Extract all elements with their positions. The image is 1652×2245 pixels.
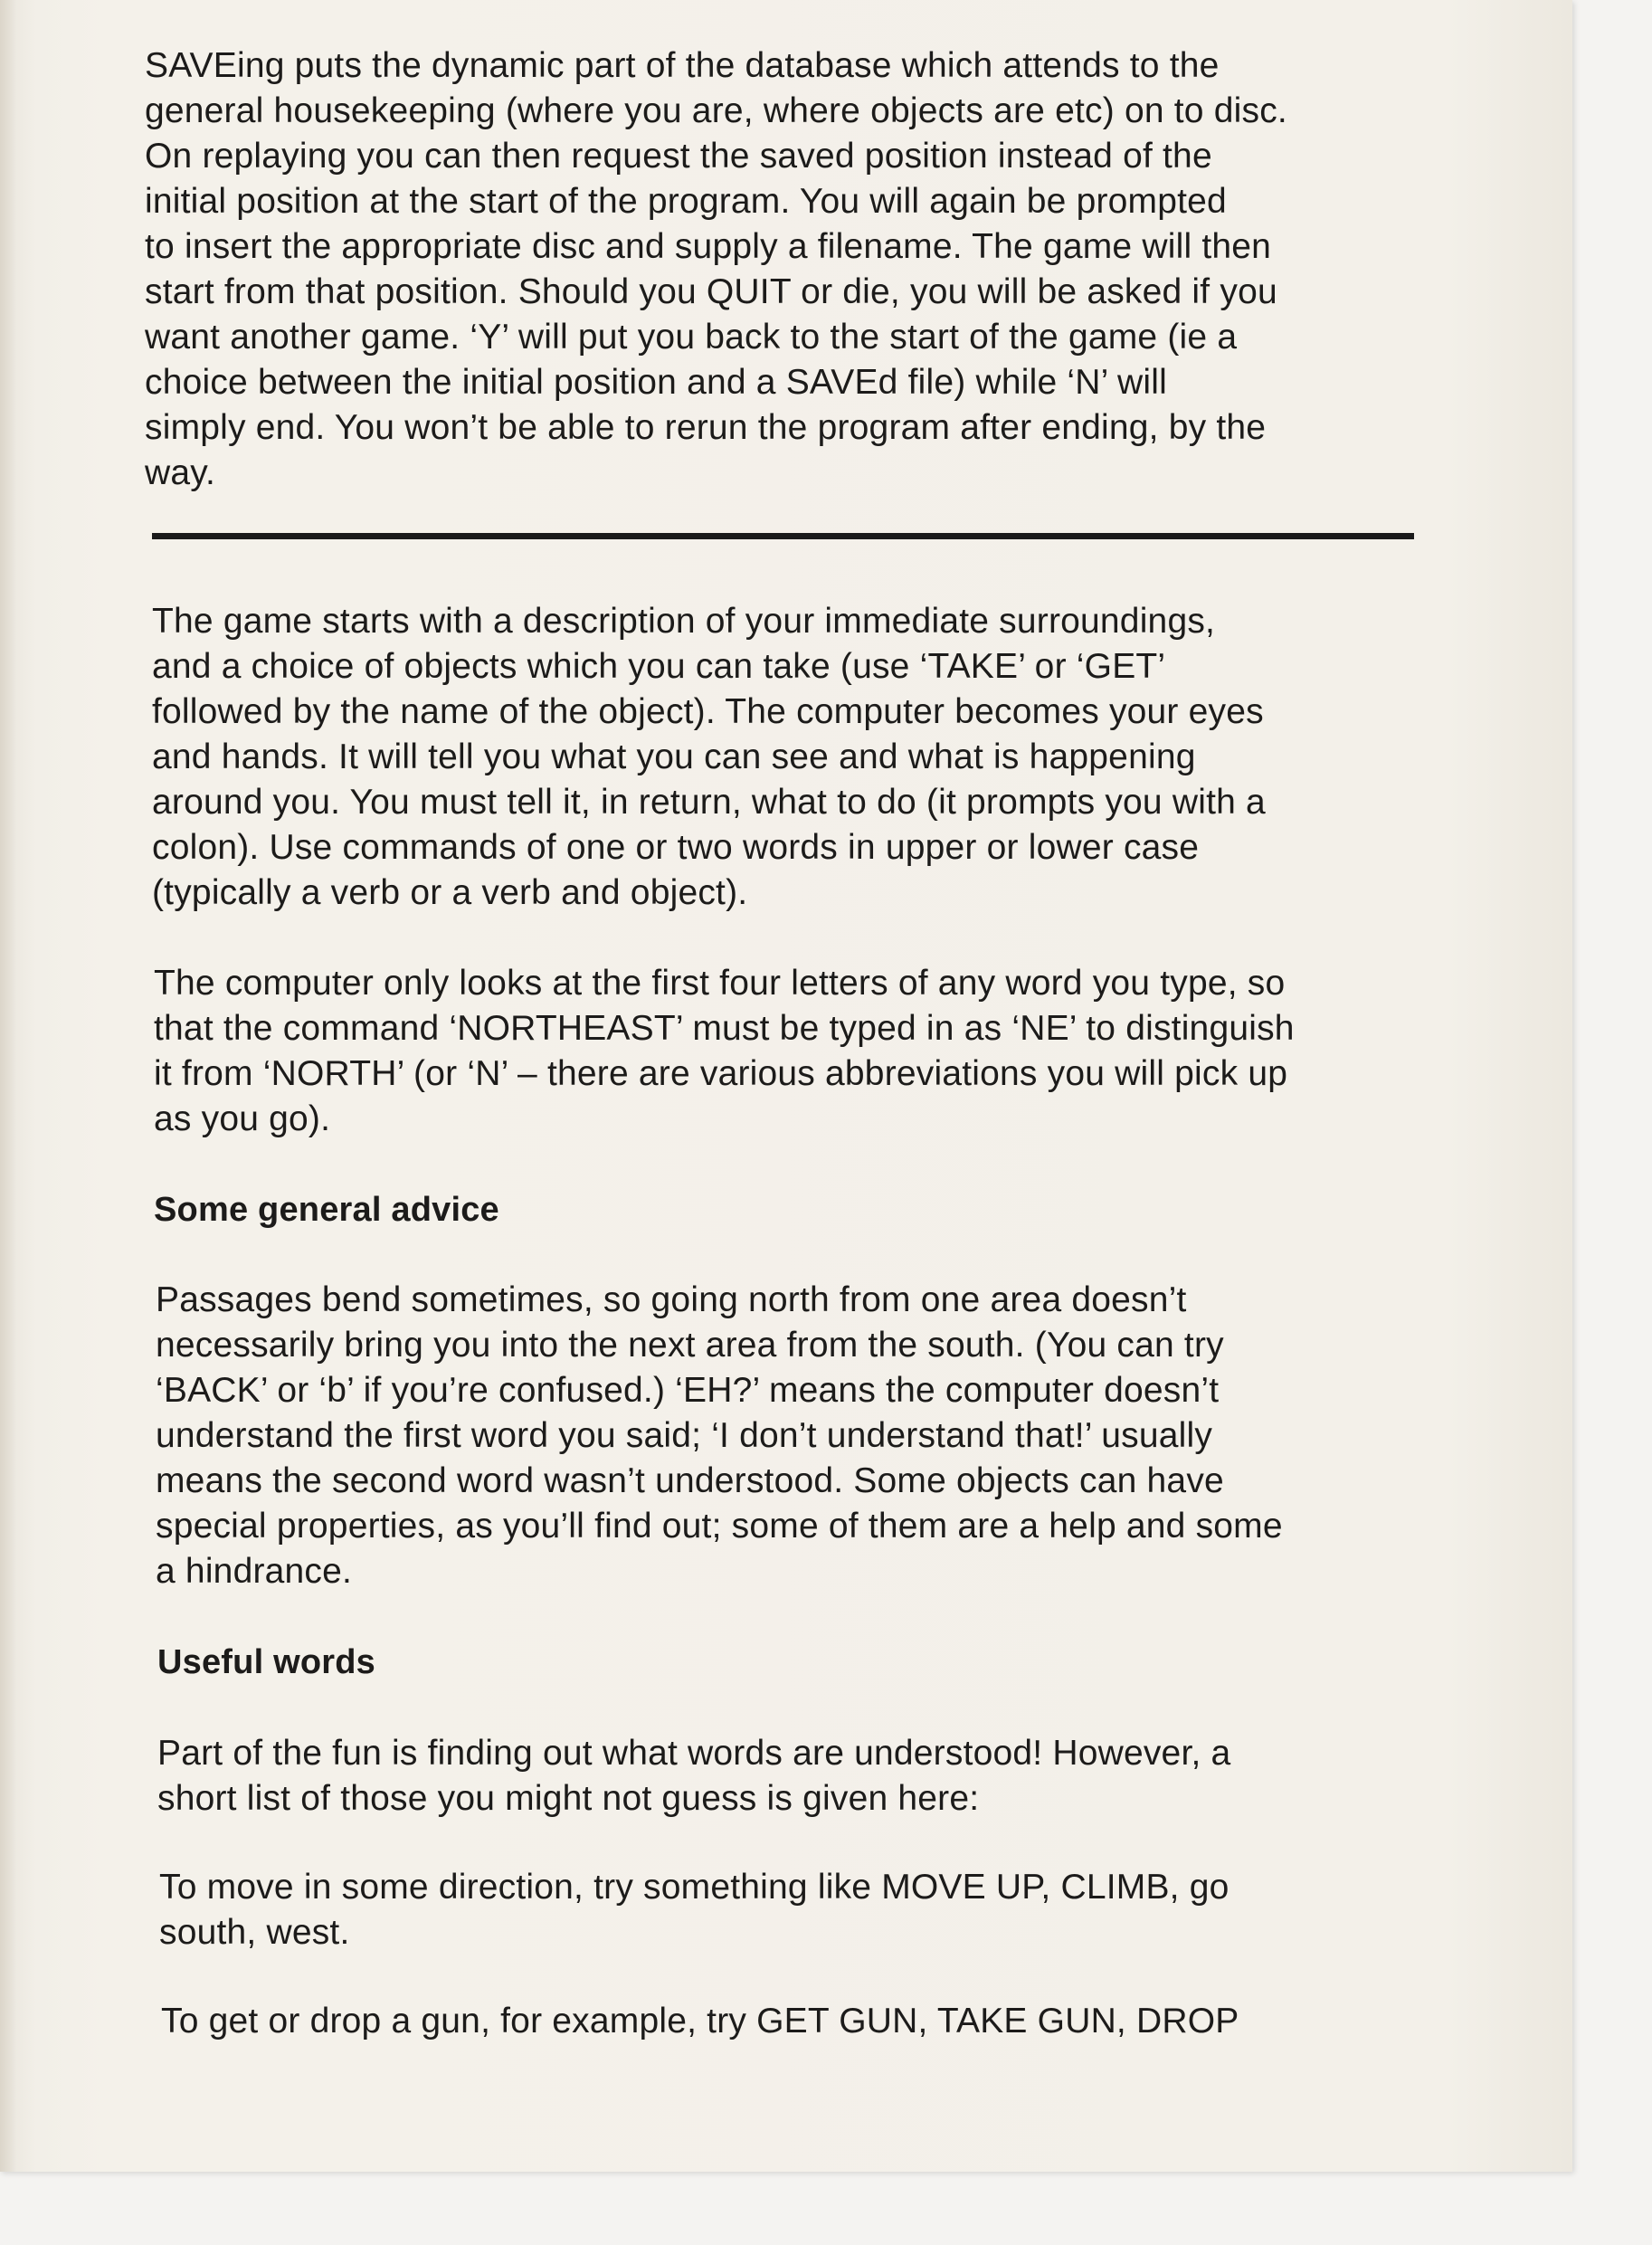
text-line: colon). Use commands of one or two words in upper or lower case — [152, 828, 1200, 867]
text-line: SAVEing puts the dynamic part of the database which attends to the — [145, 46, 1220, 85]
text-line: necessarily bring you into the next area from the south. (You can try — [156, 1326, 1224, 1365]
text-line: understand the first word you said; ‘I don’t understand that!’ usually — [156, 1416, 1213, 1455]
paragraph-game-start — [152, 599, 1437, 916]
text-line: The game starts with a description of your immediate surroundings, — [152, 602, 1216, 641]
text-line: a hindrance. — [156, 1552, 353, 1591]
heading-general-advice: Some general advice — [154, 1191, 499, 1229]
text-line: as you go). — [154, 1099, 331, 1138]
text-line: and hands. It will tell you what you can see and what is happening — [152, 737, 1196, 776]
text-line: Part of the fun is finding out what words are understood! However, a — [157, 1734, 1231, 1773]
paragraph-four-letters — [154, 961, 1438, 1142]
text-line: south, west. — [159, 1913, 350, 1952]
paragraph-general-advice — [156, 1278, 1440, 1594]
heading-useful-words: Useful words — [157, 1643, 375, 1681]
text-line: special properties, as you’ll find out; some of them are a help and some — [156, 1507, 1283, 1546]
paragraph-saving — [145, 43, 1420, 496]
text-line: choice between the initial position and a SAVEd file) while ‘N’ will — [145, 363, 1168, 402]
text-line: To move in some direction, try something like MOVE UP, CLIMB, go — [159, 1868, 1230, 1907]
text-line: way. — [145, 453, 216, 492]
text-line: ‘BACK’ or ‘b’ if you’re confused.) ‘EH?’ means the computer doesn’t — [156, 1371, 1220, 1410]
text-line: and a choice of objects which you can take (use ‘TAKE’ or ‘GET’ — [152, 647, 1166, 686]
text-line: The computer only looks at the first four letters of any word you type, so — [154, 964, 1286, 1003]
text-line: short list of those you might not guess is given here: — [157, 1779, 980, 1818]
text-line: On replaying you can then request the saved position instead of the — [145, 137, 1212, 176]
paragraph-move — [159, 1865, 1444, 1955]
text-line: want another game. ‘Y’ will put you back to the start of the game (ie a — [145, 318, 1238, 357]
paragraph-useful-words-intro — [157, 1731, 1442, 1822]
text-line: general housekeeping (where you are, where objects are etc) on to disc. — [145, 91, 1287, 130]
text-line: start from that position. Should you QUIT or die, you will be asked if you — [145, 272, 1277, 311]
text-line: Passages bend sometimes, so going north from one area doesn’t — [156, 1280, 1187, 1319]
text-line: initial position at the start of the program. You will again be prompted — [145, 182, 1227, 221]
text-line: that the command ‘NORTHEAST’ must be typed in as ‘NE’ to distinguish — [154, 1009, 1295, 1048]
text-line: it from ‘NORTH’ (or ‘N’ – there are various abbreviations you will pick up — [154, 1054, 1288, 1093]
section-divider — [152, 533, 1414, 539]
text-line: means the second word wasn’t understood. Some objects can have — [156, 1461, 1224, 1500]
text-line: around you. You must tell it, in return, what to do (it prompts you with a — [152, 783, 1266, 822]
text-line: simply end. You won’t be able to rerun the program after ending, by the — [145, 408, 1267, 447]
text-line: followed by the name of the object). The computer becomes your eyes — [152, 692, 1264, 731]
text-line: (typically a verb or a verb and object). — [152, 873, 748, 912]
text-line: To get or drop a gun, for example, try GET GUN, TAKE GUN, DROP — [161, 2002, 1239, 2040]
paragraph-get-drop — [161, 1999, 1446, 2044]
text-line: to insert the appropriate disc and supply a filename. The game will then — [145, 227, 1272, 266]
